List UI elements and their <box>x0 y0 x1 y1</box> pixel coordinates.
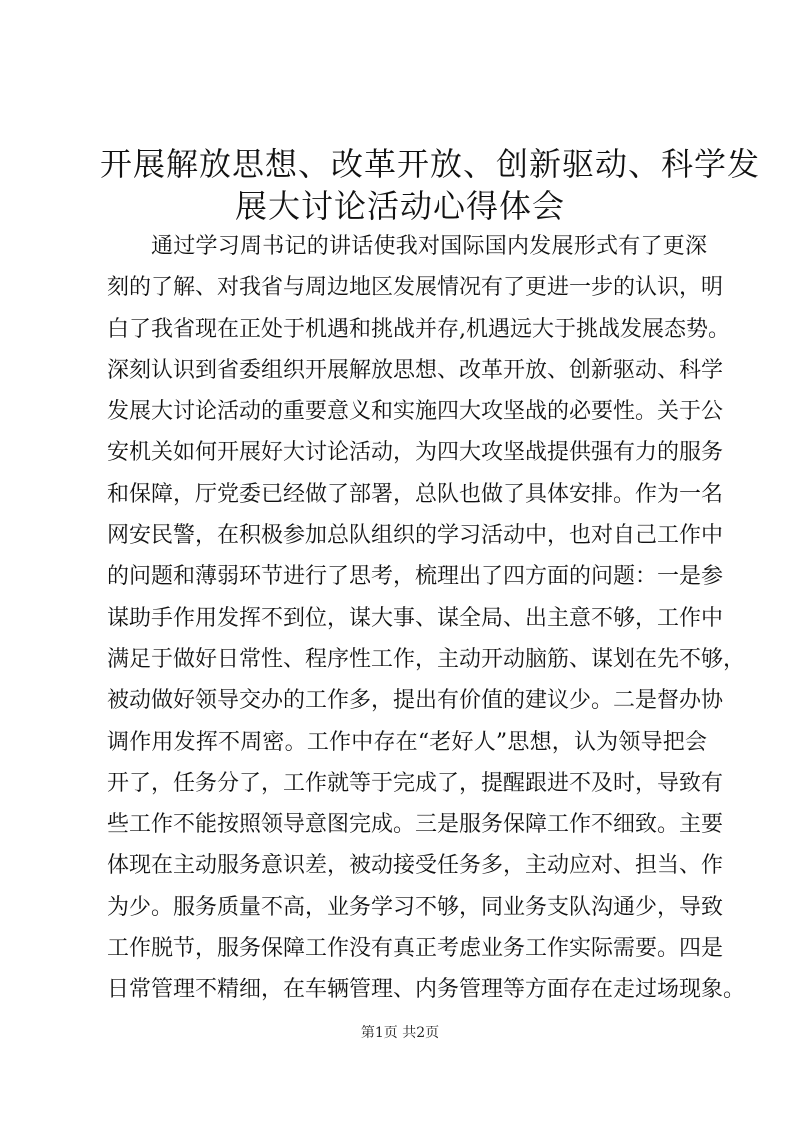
title-line-2: 展大讨论活动心得体会 <box>234 187 565 225</box>
body-line: 开了，任务分了，工作就等于完成了，提醒跟进不及时，导致有 <box>107 770 724 796</box>
title-line-1: 开展解放思想、改革开放、创新驱动、科学发 <box>100 145 761 183</box>
body-line: 体现在主动服务意识差，被动接受任务多，主动应对、担当、作 <box>107 853 724 879</box>
body-line: 网安民警，在积极参加总队组织的学习活动中，也对自己工作中 <box>107 523 724 549</box>
body-line: 工作脱节，服务保障工作没有真正考虑业务工作实际需要。四是 <box>107 936 724 962</box>
body-line: 些工作不能按照领导意图完成。三是服务保障工作不细致。主要 <box>107 812 724 838</box>
page-footer: 第1页 共2页 <box>360 1025 440 1041</box>
body-line: 通过学习周书记的讲话使我对国际国内发展形式有了更深 <box>151 234 707 259</box>
body-line: 的问题和薄弱环节进行了思考，梳理出了四方面的问题：一是参 <box>107 564 724 590</box>
document-title <box>100 143 761 227</box>
body-line: 刻的了解、对我省与周边地区发展情况有了更进一步的认识，明 <box>107 275 724 301</box>
body-line: 深刻认识到省委组织开展解放思想、改革开放、创新驱动、科学 <box>107 357 724 383</box>
body-line: 调作用发挥不周密。工作中存在“老好人”思想，认为领导把会 <box>107 729 707 755</box>
body-line: 满足于做好日常性、程序性工作，主动开动脑筋、谋划在先不够， <box>107 646 746 672</box>
body-line: 被动做好领导交办的工作多，提出有价值的建议少。二是督办协 <box>107 688 724 714</box>
body-line: 白了我省现在正处于机遇和挑战并存,机遇远大于挑战发展态势。 <box>107 316 730 342</box>
body-line: 发展大讨论活动的重要意义和实施四大攻坚战的必要性。关于公 <box>107 399 724 425</box>
body-line: 日常管理不精细，在车辆管理、内务管理等方面存在走过场现象。 <box>107 977 746 1003</box>
body-line: 为少。服务质量不高，业务学习不够，同业务支队沟通少，导致 <box>107 894 724 920</box>
body-line: 安机关如何开展好大讨论活动，为四大攻坚战提供强有力的服务 <box>107 440 724 466</box>
body-line: 和保障，厅党委已经做了部署，总队也做了具体安排。作为一名 <box>107 481 724 507</box>
document-body <box>107 226 746 1011</box>
body-line: 谋助手作用发挥不到位，谋大事、谋全局、出主意不够，工作中 <box>107 605 724 631</box>
